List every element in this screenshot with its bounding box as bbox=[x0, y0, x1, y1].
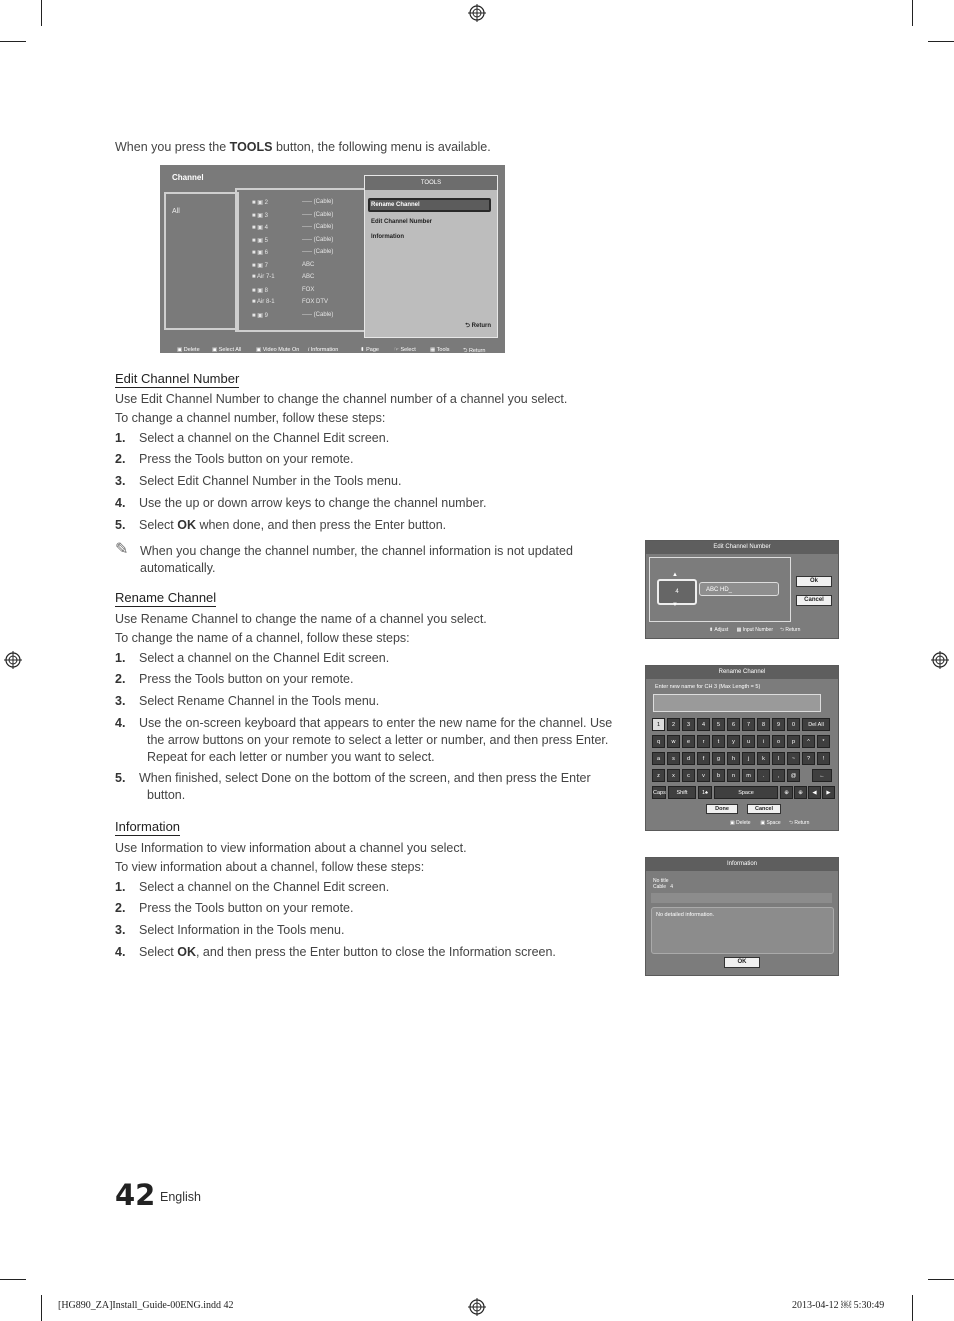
cancel-button[interactable]: Cancel bbox=[796, 595, 832, 606]
edit-channel-number-screen bbox=[645, 540, 839, 639]
keyboard-key[interactable]: @ bbox=[787, 769, 800, 782]
step-item: 4. Use the on-screen keyboard that appears to enter the new name for the channel. Use the arrow buttons on your remote to select a letter or number, and then press Enter. Repeat for each letter or number you want to select. bbox=[115, 716, 613, 764]
step-item: 5. Select OK when done, and then press the Enter button. bbox=[115, 518, 447, 532]
menu-item-information[interactable]: Information bbox=[371, 234, 404, 240]
keyboard-key[interactable]: ? bbox=[802, 752, 815, 765]
down-arrow-icon: ▼ bbox=[672, 602, 678, 608]
footer-video-mute[interactable]: ▣ Video Mute On bbox=[256, 347, 300, 353]
information-screen bbox=[645, 857, 839, 976]
keyboard-key[interactable]: f bbox=[697, 752, 710, 765]
keyboard-key[interactable]: k bbox=[757, 752, 770, 765]
globe-key[interactable]: ⊕ bbox=[780, 786, 793, 799]
slug-filename: [HG890_ZA]Install_Guide-00ENG.indd 42 bbox=[58, 1300, 234, 1311]
up-arrow-icon: ▲ bbox=[672, 572, 678, 578]
menu-item-rename-channel[interactable]: Rename Channel bbox=[371, 202, 420, 208]
keyboard-key[interactable]: 8 bbox=[757, 718, 770, 731]
crop-mark bbox=[41, 1295, 42, 1321]
keyboard-key[interactable]: a bbox=[652, 752, 665, 765]
intro-text: When you press the TOOLS button, the following menu is available. bbox=[115, 140, 491, 154]
step-item: 4. Use the up or down arrow keys to change the channel number. bbox=[115, 496, 487, 510]
footer-adjust[interactable]: ⬍ Adjust bbox=[709, 627, 729, 633]
name-input[interactable] bbox=[653, 694, 821, 712]
channel-name-field[interactable]: ABC HD_ bbox=[699, 582, 779, 596]
crop-mark bbox=[912, 1295, 913, 1321]
keyboard-key[interactable]: d bbox=[682, 752, 695, 765]
keyboard-key[interactable]: v bbox=[697, 769, 710, 782]
keyboard-key[interactable]: * bbox=[817, 735, 830, 748]
footer-space[interactable]: ▣ Space bbox=[760, 820, 781, 826]
keyboard-key[interactable]: c bbox=[682, 769, 695, 782]
step-item: 2. Press the Tools button on your remote. bbox=[115, 901, 354, 915]
footer-return[interactable]: ⮌ Return bbox=[788, 820, 810, 826]
keyboard-key[interactable]: q bbox=[652, 735, 665, 748]
crop-mark bbox=[928, 41, 954, 42]
keyboard-key[interactable]: 9 bbox=[772, 718, 785, 731]
rename-prompt: Enter new name for CH 3 (Max Length = 5) bbox=[655, 684, 761, 690]
screen-title: Rename Channel bbox=[646, 666, 838, 679]
registration-mark-icon bbox=[468, 1298, 486, 1316]
keyboard-key[interactable]: ~ bbox=[787, 752, 800, 765]
space-key[interactable]: Space bbox=[714, 786, 778, 799]
keyboard-key[interactable]: t bbox=[712, 735, 725, 748]
rename-channel-screen bbox=[645, 665, 839, 831]
tools-menu bbox=[364, 175, 498, 338]
keyboard-key[interactable]: g bbox=[712, 752, 725, 765]
keyboard-key[interactable]: 7 bbox=[742, 718, 755, 731]
return-button[interactable]: ⮌ Return bbox=[465, 323, 491, 329]
info-channel-line: Cable 4 bbox=[653, 884, 674, 890]
slug-timestamp: 2013-04-12 ￼ 5:30:49 bbox=[792, 1300, 885, 1311]
paragraph: Use Information to view information about a channel you select. bbox=[115, 841, 467, 855]
paragraph: Use Rename Channel to change the name of a channel you select. bbox=[115, 612, 487, 626]
paragraph: To change a channel number, follow these steps: bbox=[115, 411, 386, 425]
step-item: 5. When finished, select Done on the bottom of the screen, and then press the Enter button. bbox=[115, 771, 591, 802]
footer-information[interactable]: i Information bbox=[308, 347, 339, 353]
info-title-line: No title bbox=[653, 878, 669, 884]
step-item: 2. Press the Tools button on your remote. bbox=[115, 672, 354, 686]
left-arrow-key[interactable]: ◀ bbox=[808, 786, 821, 799]
screen-title: Edit Channel Number bbox=[646, 541, 838, 554]
step-item: 2. Press the Tools button on your remote. bbox=[115, 452, 354, 466]
footer-return[interactable]: ⮌ Return bbox=[463, 348, 486, 354]
footer-delete[interactable]: ▣ Delete bbox=[730, 820, 751, 826]
channel-list: ■ ▣ 2 ----- (Cable) ■ ▣ 3 ----- (Cable) ■ ▣ 4 ----- (Cable) ■ ▣ 5 ----- (Cable) ■ ▣ 6 ----- (Cable) ■ ▣ 7 ABC ■ Air 7-1 ABC ■ ▣ 8 FOX ■ Air 8-1 FOX DTV ■ ▣ 9 ----- (Cable) bbox=[235, 188, 369, 332]
symbol-key[interactable]: 1♠ bbox=[698, 786, 712, 799]
keyboard-key[interactable]: 3 bbox=[682, 718, 695, 731]
rename-screen-footer bbox=[730, 820, 809, 828]
footer-delete[interactable]: ▣ Delete bbox=[177, 347, 200, 353]
return-icon: ⮌ bbox=[465, 323, 470, 329]
keyboard-key[interactable]: e bbox=[682, 735, 695, 748]
info-bar bbox=[651, 893, 832, 903]
keyboard-key[interactable]: w bbox=[667, 735, 680, 748]
menu-item-edit-channel-number[interactable]: Edit Channel Number bbox=[371, 219, 433, 225]
keyboard-key[interactable]: 5 bbox=[712, 718, 725, 731]
footer-return[interactable]: ⮌ Return bbox=[779, 627, 801, 633]
section-heading-edit-channel-number: Edit Channel Number bbox=[115, 371, 240, 386]
keyboard-key[interactable]: ! bbox=[817, 752, 830, 765]
crop-mark bbox=[0, 1279, 26, 1280]
keyboard-key[interactable]: p bbox=[787, 735, 800, 748]
keyboard-key[interactable]: . bbox=[757, 769, 770, 782]
step-item: 3. Select Information in the Tools menu. bbox=[115, 923, 345, 937]
keyboard-key[interactable]: 2 bbox=[667, 718, 680, 731]
footer-input-number[interactable]: ▦ Input Number bbox=[736, 627, 773, 633]
crop-mark bbox=[912, 0, 913, 26]
paragraph: Use Edit Channel Number to change the channel number of a channel you select. bbox=[115, 392, 568, 406]
footer-page[interactable]: ⬍ Page bbox=[360, 347, 379, 353]
keyboard-key[interactable]: u bbox=[742, 735, 755, 748]
keyboard-key[interactable]: i bbox=[757, 735, 770, 748]
keyboard-key[interactable]: Del All bbox=[802, 718, 830, 731]
step-item: 3. Select Rename Channel in the Tools menu. bbox=[115, 694, 380, 708]
right-arrow-key[interactable]: ▶ bbox=[822, 786, 835, 799]
keyboard-key[interactable]: 1 bbox=[652, 718, 665, 731]
page-number: 42 bbox=[115, 1178, 156, 1212]
caps-key[interactable]: Caps bbox=[652, 786, 666, 799]
keyboard-key[interactable]: m bbox=[742, 769, 755, 782]
keyboard-key[interactable]: 6 bbox=[727, 718, 740, 731]
channel-filter-panel[interactable] bbox=[164, 192, 239, 330]
keyboard-key[interactable]: z bbox=[652, 769, 665, 782]
keyboard-key[interactable]: s bbox=[667, 752, 680, 765]
keyboard-key[interactable]: b bbox=[712, 769, 725, 782]
keyboard-key[interactable]: 4 bbox=[697, 718, 710, 731]
ok-button[interactable]: Ok bbox=[796, 576, 832, 587]
filter-all[interactable]: All bbox=[172, 208, 180, 215]
keyboard-key[interactable]: o bbox=[772, 735, 785, 748]
keyboard-key[interactable]: y bbox=[727, 735, 740, 748]
keyboard-key[interactable]: ^ bbox=[802, 735, 815, 748]
keyboard-key[interactable]: n bbox=[727, 769, 740, 782]
section-heading-information: Information bbox=[115, 819, 181, 834]
keyboard-key[interactable]: j bbox=[742, 752, 755, 765]
info-detail-text: No detailed information. bbox=[656, 912, 715, 918]
onscreen-keyboard bbox=[652, 718, 834, 800]
crop-mark bbox=[928, 1279, 954, 1280]
registration-mark-icon bbox=[931, 651, 949, 669]
footer-tools[interactable]: ▦ Tools bbox=[430, 347, 450, 353]
keyboard-key[interactable]: l bbox=[772, 752, 785, 765]
step-item: 1. Select a channel on the Channel Edit screen. bbox=[115, 651, 390, 665]
step-item: 3. Select Edit Channel Number in the Tools menu. bbox=[115, 474, 402, 488]
tools-title: TOOLS bbox=[365, 176, 497, 190]
step-item: 4. Select OK, and then press the Enter button to close the Information screen. bbox=[115, 945, 556, 959]
registration-mark-icon bbox=[468, 4, 486, 22]
registration-mark-icon bbox=[4, 651, 22, 669]
crop-mark bbox=[0, 41, 26, 42]
globe-key[interactable]: ⊕ bbox=[794, 786, 807, 799]
keyboard-key[interactable]: h bbox=[727, 752, 740, 765]
footer-select-all[interactable]: ▣ Select All bbox=[212, 347, 242, 353]
screen-title: Information bbox=[646, 858, 838, 871]
note: ✎ When you change the channel number, the channel information is not updated automatically. bbox=[115, 541, 573, 575]
channel-title: Channel bbox=[172, 173, 204, 182]
step-item: 1. Select a channel on the Channel Edit screen. bbox=[115, 431, 390, 445]
section-heading-rename-channel: Rename Channel bbox=[115, 590, 217, 605]
channel-number-field[interactable]: 4 bbox=[657, 579, 697, 605]
keyboard-key[interactable]: , bbox=[772, 769, 785, 782]
crop-mark bbox=[41, 0, 42, 26]
info-detail-box bbox=[651, 907, 834, 954]
channel-screen bbox=[160, 165, 505, 353]
edit-screen-footer bbox=[709, 627, 800, 635]
keyboard-key[interactable]: 0 bbox=[787, 718, 800, 731]
paragraph: To view information about a channel, follow these steps: bbox=[115, 860, 425, 874]
keyboard-key[interactable]: x bbox=[667, 769, 680, 782]
page-language: English bbox=[160, 1190, 201, 1204]
note-pencil-icon: ✎ bbox=[115, 541, 129, 558]
step-item: 1. Select a channel on the Channel Edit screen. bbox=[115, 880, 390, 894]
footer-select[interactable]: ☞ Select bbox=[394, 347, 416, 353]
ok-button[interactable]: OK bbox=[724, 957, 760, 968]
done-button[interactable]: Done bbox=[706, 804, 738, 814]
keyboard-key[interactable]: r bbox=[697, 735, 710, 748]
shift-key[interactable]: Shift bbox=[668, 786, 696, 799]
cancel-button[interactable]: Cancel bbox=[747, 804, 781, 814]
backspace-key[interactable]: ← bbox=[812, 769, 832, 782]
paragraph: To change the name of a channel, follow these steps: bbox=[115, 631, 410, 645]
